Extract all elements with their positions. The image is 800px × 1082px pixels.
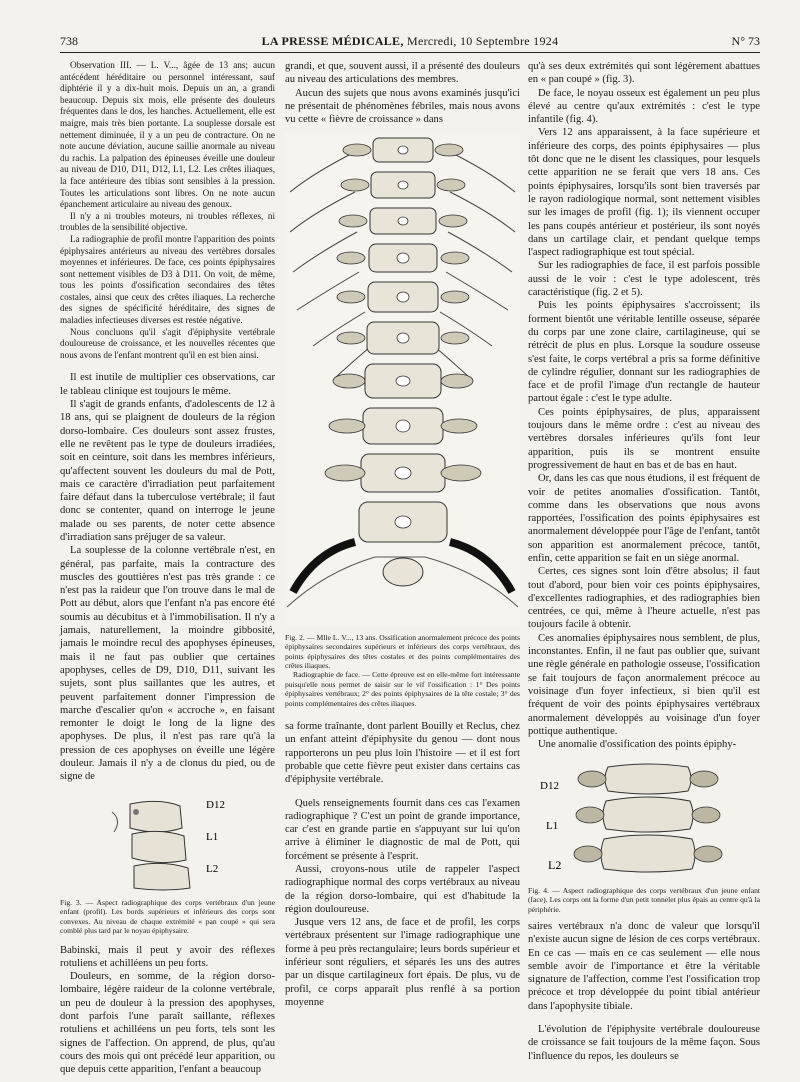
issue-number: N° 73 bbox=[731, 34, 760, 48]
page-number: 738 bbox=[60, 34, 78, 48]
body-paragraph: sa forme traînante, dont parlent Bouilly et Reclus, chez un enfant atteint d'épiphysite du genou — dont nous rapporterons un peu plus loin l'histoire — et il est fort probable que cette fièvre peut exister dans certains cas d'épiphysite vertébrale. bbox=[285, 721, 520, 786]
journal-name: LA PRESSE MÉDICALE, bbox=[261, 34, 404, 48]
figure-3-caption-text: Fig. 3. — Aspect radiographique des corps vertébraux d'un jeune enfant (profil). Les bords supérieurs et inférieurs des corps sont convexes. Au niveau de chaque extrémité « pan coupé » qui sera comblé plus tard par le noyau épiphysaire. bbox=[60, 897, 275, 936]
body-paragraph: Vers 12 ans apparaissent, à la face supérieure et inférieure des corps, des points épiphysaires — plus tôt donc que ne le disent les classiques, pour lesquels cette apparition ne se ferait que vers 18 ans. Ces points épiphysaires, lorsqu'ils sont bien traversés par le rayon radiologique normal, sont nettement visibles sur les images de profil (fig. 1); ils viennent occuper les pans coupés antérieur et postérieur, ils sont noyés dans un cartilage clair, et pendant quelque temps l'aspect radiographique est tout spécial. bbox=[528, 127, 760, 259]
body-paragraph: Or, dans les cas que nous étudions, il est fréquent de voir de petites anomalies d'ossification. Tantôt, comme dans les observations que nous avons rapportées, l'ossification des points épiphysaires est anormalement développée pour l'âge de l'enfant, tantôt son apparition est anormalement précoce, tantôt, enfin, cette apparition se fait en un siège anormal. bbox=[528, 473, 760, 564]
body-paragraph: Quels renseignements fournit dans ces cas l'examen radiographique ? C'est un point de grande importance, car c'est en grande partie en s'appuyant sur lui qu'on arrive à éliminer le diagnostic de mal de Pott, qui forcément se présente à l'esprit. bbox=[285, 797, 520, 862]
body-paragraph: La souplesse de la colonne vertébrale n'est, en général, pas parfaite, mais la contracture des muscles des gouttières n'est pas très grande : ce n'est pas la raideur que l'on trouve dans le mal de Pott au début, alors que l'enfant n'a pas encore été soumis au décubitus et à l'immobilisation. Il n'y a jamais, naturellement, la moindre gibbosité, jamais le moindre recul des apophyses épineuses, mais il ne faut pas oublier que certaines apophyses, celles de D9, D10, D11, suivant les sujets, sont plus saillantes que les autres, et peuvent parfaitement donner l'impression de marche d'escalier qu'on « accroche », en faisant remonter le doigt le long de la ligne des apophyses. De plus, il n'est pas rare qu'à la pression de ces apophyses on éveille une légère douleur. Jamais il n'y a de clonus du pied, ou de signe de bbox=[60, 545, 275, 783]
body-paragraph: saires vertébraux n'a donc de valeur que lorsqu'il n'existe aucun signe de lésion de ces corps vertébraux. En ce cas — mais en ce cas seulement — elle nous semble avoir de l'importance et être la véritable signature de l'affection, comme l'est l'ossification trop précoce et trop développée du point tibial antérieur dans l'apophysite tibiale. bbox=[528, 920, 760, 1012]
body-paragraph: Aussi, croyons-nous utile de rappeler l'aspect radiographique normal des corps vertébraux au niveau de la région dorso-lombaire, qui est d'habitude la région douloureuse. bbox=[285, 864, 520, 915]
figure-4-caption bbox=[528, 886, 760, 914]
observation-paragraph: Nous concluons qu'il s'agit d'épiphysite vertébrale douloureuse de croissance, et les nouvelles récentes que nous avons de l'enfant montrent qu'il en est bien ainsi. bbox=[60, 326, 275, 360]
observation-block bbox=[60, 60, 275, 361]
figure-2-caption bbox=[285, 633, 520, 708]
figure-4-drawing bbox=[528, 759, 760, 879]
body-paragraph: grandi, et que, souvent aussi, il a présenté des douleurs au niveau des articulations des membres. bbox=[285, 61, 520, 86]
body-paragraph: Une anomalie d'ossification des points épiphy- bbox=[538, 739, 737, 751]
fig3-label-d12: D12 bbox=[206, 798, 225, 811]
figure-2-caption-text: Fig. 2. — Mlle L. V..., 13 ans. Ossification anormalement précoce des points épiphysaires secondaires supérieurs et inférieurs des corps vertébraux, des points épiphysaires des têtes costales et des points complémentaires des crêtes iliaques. bbox=[285, 632, 520, 670]
fig3-label-l2: L2 bbox=[206, 862, 219, 875]
observation-paragraph: Il n'y a ni troubles moteurs, ni troubles réflexes, ni troubles de la sensibilité objective. bbox=[60, 210, 275, 233]
body-paragraph: Il est inutile de multiplier ces observations, car le tableau clinique est toujours le même. bbox=[60, 372, 275, 397]
fig4-label-d12: D12 bbox=[540, 780, 559, 793]
fig4-label-l1: L1 bbox=[546, 820, 559, 833]
figure-2-caption-text-2: Radiographie de face. — Cette épreuve est en elle-même fort intéressante puisqu'elle nous permet de saisir sur le vif l'ossification : 1° Des points épiphysaires vertébraux; 2° des points épiphysaires de la tête costale; 3° des points complémentaires des crêtes iliaques. bbox=[285, 670, 520, 708]
body-paragraph: Babinski, mais il peut y avoir des réflexes rotuliens et achilléens un peu forts. bbox=[60, 944, 275, 969]
journal-title bbox=[60, 34, 760, 49]
body-paragraph: Sur les radiographies de face, il est parfois possible aussi de le voir : c'est le type adolescent, très caractéristique (fig. 2 et 5). bbox=[528, 260, 760, 299]
body-paragraph: Certes, ces signes sont loin d'être absolus; il faut tout d'abord, pour bien voir ces points épiphysaires, d'excellentes radiographies, et des radiographies bien centrées, ce qui, même à l'heure actuelle, n'est pas toujours facile à obtenir. bbox=[528, 566, 760, 631]
body-paragraph: Douleurs, en somme, de la région dorso-lombaire, légère raideur de la colonne vertébrale, un peu de douleur à la pression des apophyses, dont parfois l'une paraît saillante, réflexes rotuliens et achilléens un peu forts, tels sont les signes de l'affection. On apprend, de plus, qu'au cours des mois qui ont précédé leur apparition, ou que depuis cette apparition, l'enfant a beaucoup bbox=[60, 971, 275, 1076]
observation-paragraph: La radiographie de profil montre l'apparition des points épiphysaires antérieurs au niveau des vertèbres dorsales moyennes et inférieures. De face, ces points épiphysaires sont nettement visibles de D3 à D11. On voit, de même, tous les points d'ossification secondaires des têtes costales, ainsi que ceux des crêtes iliaques. La recherche des signes de spécificité héréditaire, des signes de maladies infectieuses diverses est restée négative. bbox=[60, 233, 275, 326]
body-paragraph: Ces points épiphysaires, de plus, apparaissent toujours dans le même ordre : c'est au niveau des vertèbres dorsales inférieures qu'ils font leur apparition, puis ils se montrent ensuite progressivement de haut en bas et de bas en haut. bbox=[528, 406, 760, 471]
figure-4 bbox=[528, 759, 760, 914]
body-paragraph: qu'à ses deux extrémités qui sont légèrement abattues en « pan coupé » (fig. 3). bbox=[528, 61, 760, 86]
figure-2-radiograph bbox=[285, 132, 520, 626]
figure-4-caption-text: Fig. 4. — Aspect radiographique des corps vertébraux d'un jeune enfant (face). Les corps ont la forme d'un petit tonnelet plus épais au centre qu'à la périphérie. bbox=[528, 885, 760, 914]
figure-3-drawing bbox=[60, 792, 275, 892]
fig3-label-l1: L1 bbox=[206, 830, 219, 843]
body-paragraph: Jusque vers 12 ans, de face et de profil, les corps vertébraux présentent sur l'image radiographique une forme à peu près rectangulaire; leurs bords supérieur et inférieur sont réguliers, et séparés les uns des autres par un disque cartilagineux fort épais. De plus, vu de profil, ce corps apparaît plus renflé à sa portion moyenne bbox=[285, 917, 520, 1008]
body-paragraph: L'évolution de l'épiphysite vertébrale douloureuse de croissance se fait toujours de la même façon. Sous l'influence du repos, les douleurs se bbox=[528, 1024, 760, 1062]
issue-date: Mercredi, 10 Septembre 1924 bbox=[406, 34, 559, 48]
body-paragraph: Aucun des sujets que nous avons examinés jusqu'ici ne présentait de phénomènes fébriles, mais nous avons vu cette « fièvre de croissance » dans bbox=[285, 87, 520, 126]
figure-3-caption bbox=[60, 898, 275, 936]
observation-paragraph: Observation III. — L. V..., âgée de 13 ans; aucun antécédent héréditaire ou personnel intéressant, sauf diphtérie il y a dix-huit mois. Depuis un an, a grandi beaucoup. Depuis six mois, elle présente des douleurs fréquentes dans le dos, les hanches. Actuellement, elle est maigre, mais très bien portante. La souplesse dorsale est nettement diminuée, il y a un peu de contracture. On ne note aucune déviation, aucune saillie anormale au niveau du rachis. La palpation des épineuses éveille une douleur au niveau de D10, D11, D12, L1, L2. Les crêtes iliaques, la face antérieure des tibias sont sensibles à la pression. Toutes les articulations sont libres. On ne note aucun épanchement articulaire au niveau des genoux. bbox=[60, 60, 275, 210]
column-1 bbox=[60, 60, 275, 1077]
figure-2 bbox=[285, 132, 520, 708]
column-3 bbox=[528, 60, 760, 1063]
body-paragraph: Il s'agit de grands enfants, d'adolescents de 12 à 18 ans, qui se plaignent de douleurs de la région dorso-lombaire. Ces douleurs sont assez frustes, elle ne revêtent pas le type de douleurs irradiées, soit en ceinture, soit dans les membres inférieurs, qu'affectent souvent les douleurs du mal de Pott, mais ce caractère d'irradiation peut parfaitement faire défaut dans la tuberculose vertébrale; il faut donc se contenter, quand on interroge le jeune malade ou ses parents, de noter cette absence d'irradiation sans préjuger de sa valeur. bbox=[60, 399, 275, 543]
body-paragraph: Puis les points épiphysaires s'accroissent; ils forment bientôt une véritable lentille osseuse, séparée du corps par une zone claire, cartilagineuse, qui se rétrécit de plus en plus. Lorsque la soudure osseuse s'est faite, le corps vertébral a pris sa forme définitive de cylindre régulier, donnant sur les radiographies de face et de profil l'image d'un rectangle de hauteur partout égale : c'est le type adulte. bbox=[528, 300, 760, 405]
body-paragraph: De face, le noyau osseux est également un peu plus élevé au centre qu'aux extrémités : c'est le type infantile (fig. 4). bbox=[528, 87, 760, 126]
figure-3 bbox=[60, 792, 275, 936]
column-2 bbox=[285, 60, 520, 1009]
page-header bbox=[60, 30, 760, 53]
fig4-label-l2: L2 bbox=[548, 858, 562, 873]
body-paragraph: Ces anomalies épiphysaires nous semblent, de plus, inconstantes. Enfin, il ne faut pas oublier que, suivant une règle générale en pathologie osseuse, l'ossification se fait toujours de façon anormalement précoce au voisinage d'un foyer infectieux, si bien qu'il est fréquent de voir des points épiphysaires vertébraux anormalement développés au voisinage d'un foyer pottique authentique. bbox=[528, 632, 760, 737]
